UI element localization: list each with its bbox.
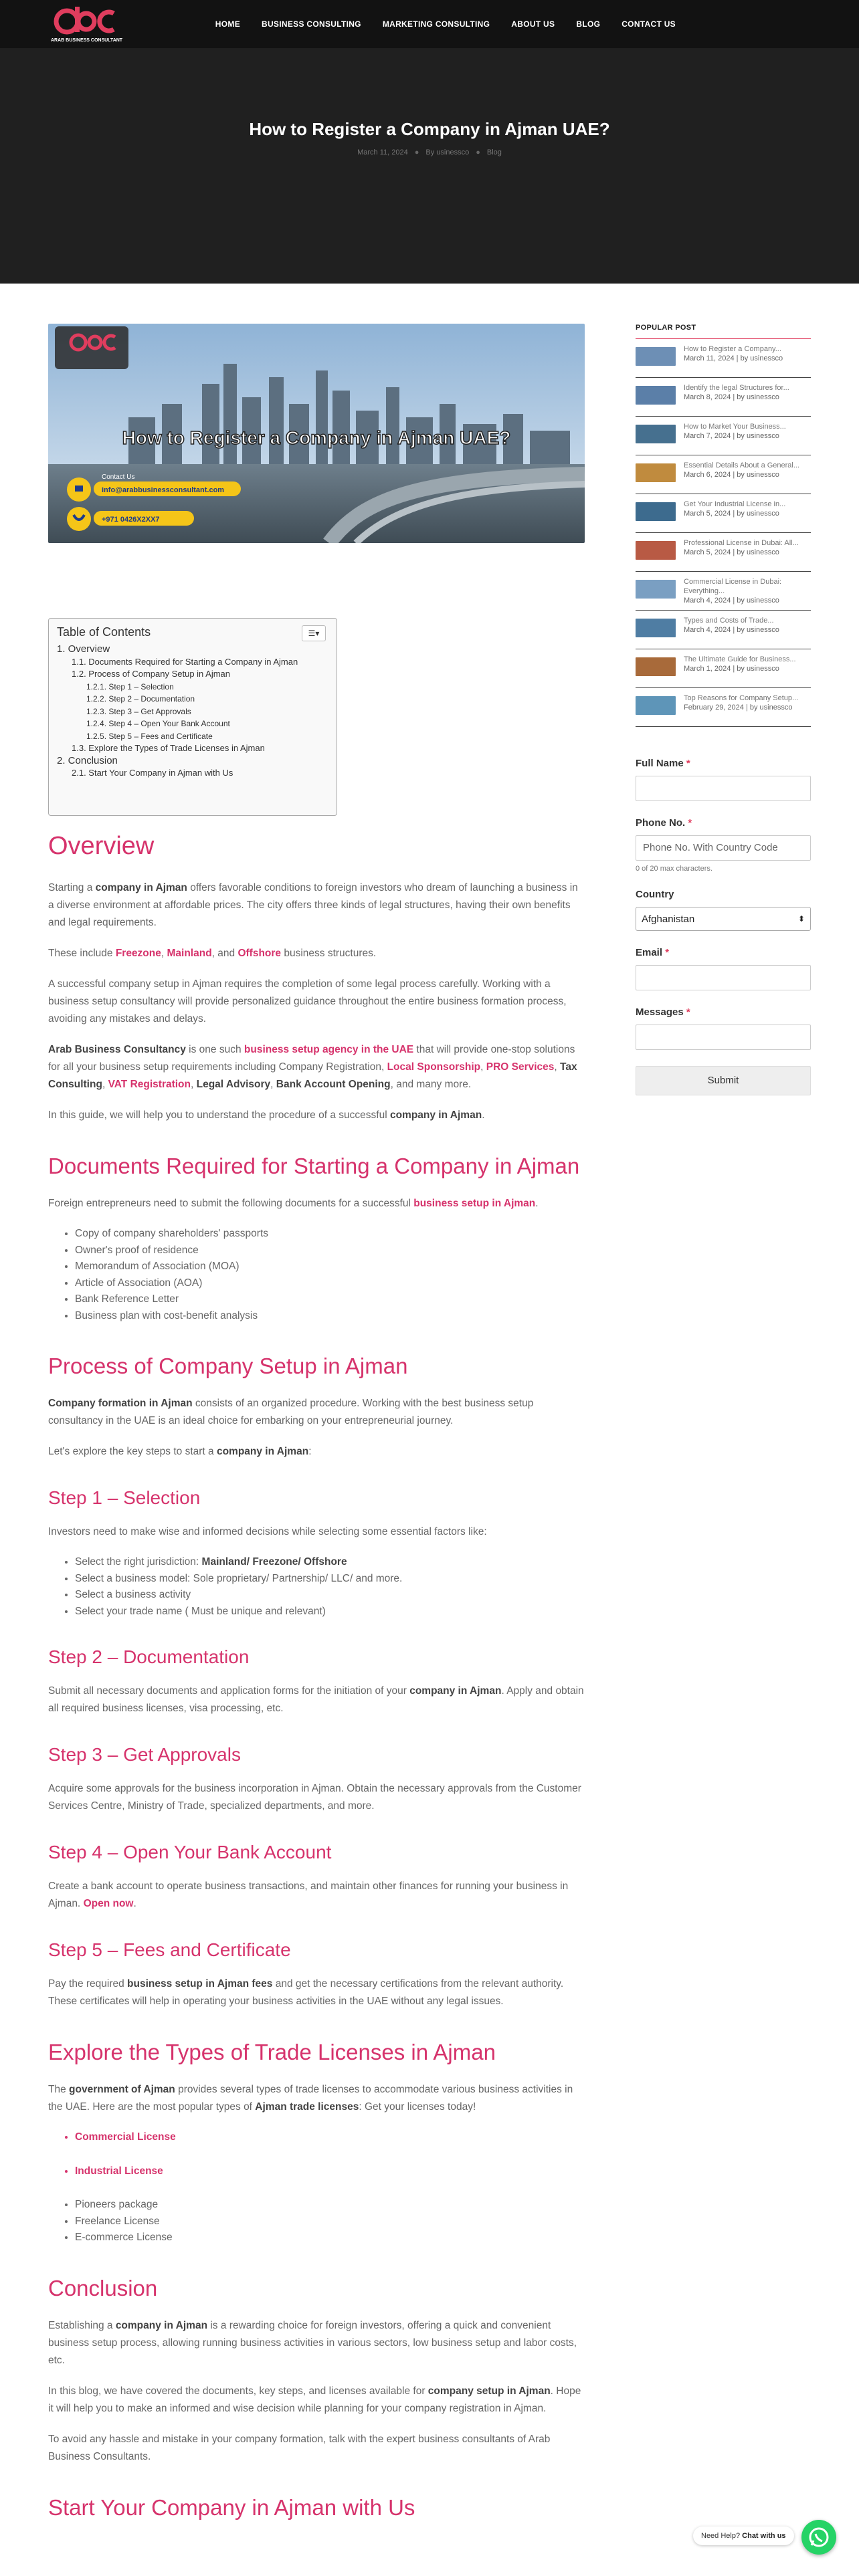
post-title[interactable]: Professional License in Dubai: All... [684, 539, 799, 547]
nav-about-us[interactable]: ABOUT US [511, 19, 555, 29]
inline-link[interactable]: Open now [83, 1898, 134, 1909]
text: business structures. [281, 948, 377, 959]
text: is a rewarding choice for foreign investors, offering a quick and convenient business setup process, allowing running business activities in various sectors, low business setup and labor costs, etc. [48, 2319, 577, 2366]
text: The [48, 2084, 70, 2095]
post-thumbnail[interactable] [636, 696, 676, 715]
selection-list [75, 1554, 585, 1620]
post-date: March 4, 2024 | by usinessco [684, 597, 779, 605]
post-thumbnail[interactable] [636, 425, 676, 443]
list-item: • Pioneers package [75, 2197, 585, 2214]
text: In this blog, we have covered the documents, key steps, and licenses available for [48, 2385, 428, 2397]
post-date: March 5, 2024 | by usinessco [684, 510, 779, 518]
featured-title: How to Register a Company in Ajman UAE? [122, 427, 511, 448]
post-date: March 5, 2024 | by usinessco [684, 548, 779, 556]
text: A successful company setup in Ajman requires the completion of some legal process carefully. Working with a business setup consultancy will provide personalized guidance throughout the entire business formation process, avoiding any mistakes and delays. [48, 978, 567, 1025]
heading-start-company: Start Your Company in Ajman with Us [48, 2494, 415, 2520]
table-of-contents [48, 618, 337, 816]
popular-post[interactable] [636, 533, 811, 572]
popular-post[interactable] [636, 572, 811, 611]
list-item[interactable]: • Commercial License [75, 2129, 585, 2146]
post-date: March 6, 2024 | by usinessco [684, 471, 779, 479]
top-navbar [0, 0, 859, 48]
text: Select the right jurisdiction: [75, 1556, 202, 1568]
post-title[interactable]: How to Market Your Business... [684, 423, 786, 431]
text: Select a business activity [75, 1589, 191, 1600]
text: provides several types of trade licenses to accommodate various business activities in the UAE. Here are the most popular types of [48, 2084, 573, 2113]
bold-text: company in Ajman [409, 1685, 502, 1697]
toc-item[interactable]: 1.2.1. Step 1 – Selection [86, 681, 174, 691]
post-thumbnail[interactable] [636, 619, 676, 637]
nav-contact-us[interactable]: CONTACT US [622, 19, 676, 29]
text: : [308, 1446, 312, 1457]
paragraph [48, 2383, 585, 2418]
popular-post[interactable] [636, 688, 811, 727]
heading-step-4: Step 4 – Open Your Bank Account [48, 1842, 332, 1862]
phone-input[interactable]: Phone No. With Country Code [636, 835, 811, 861]
post-title[interactable]: Essential Details About a General... [684, 461, 800, 469]
toc-item[interactable]: 1.2.3. Step 3 – Get Approvals [86, 706, 191, 716]
toc-item[interactable]: 1.2.2. Step 2 – Documentation [86, 694, 195, 704]
article-body [48, 832, 585, 2537]
text: , [270, 1079, 276, 1090]
list-item [75, 1571, 585, 1588]
popular-posts-title: POPULAR POST [636, 324, 811, 339]
main-nav [215, 0, 676, 48]
svg-text:Contact Us: Contact Us [102, 473, 135, 481]
text: In this guide, we will help you to understand the procedure of a successful [48, 1109, 390, 1121]
post-date: March 1, 2024 | by usinessco [684, 665, 779, 673]
inline-link[interactable]: PRO Services [486, 1061, 555, 1073]
inline-link[interactable]: Offshore [237, 948, 282, 959]
toc-list [57, 643, 328, 780]
toc-item[interactable]: 1.2.4. Step 4 – Open Your Bank Account [86, 719, 230, 728]
popular-post[interactable] [636, 417, 811, 455]
bold-text: government of Ajman [69, 2084, 175, 2095]
post-title[interactable]: How to Register a Company... [684, 345, 781, 353]
text: , [480, 1061, 486, 1073]
heading-step-2: Step 2 – Documentation [48, 1646, 250, 1667]
heading-step-5: Step 5 – Fees and Certificate [48, 1939, 291, 1960]
bold-text: Ajman trade licenses [255, 2101, 359, 2113]
post-thumbnail[interactable] [636, 580, 676, 599]
text: , [554, 1061, 561, 1073]
heading-overview: Overview [48, 832, 155, 860]
post-date: March 11, 2024 [357, 148, 408, 156]
popular-posts-list [636, 339, 811, 727]
post-thumbnail[interactable] [636, 386, 676, 405]
list-item: • Business plan with cost-benefit analysis [75, 1308, 585, 1325]
toc-toggle-button[interactable]: ☰▾ [302, 625, 326, 641]
popular-post[interactable] [636, 339, 811, 378]
bold-text: company in Ajman [115, 2319, 208, 2331]
post-title[interactable]: Get Your Industrial License in... [684, 500, 786, 508]
list-item: • Copy of company shareholders' passports [75, 1226, 585, 1243]
text: Starting a [48, 882, 96, 893]
inline-link[interactable]: Mainland [167, 948, 212, 959]
country-label: Country [636, 889, 674, 900]
heading-step-1: Step 1 – Selection [48, 1487, 201, 1508]
page-hero [0, 48, 859, 284]
paragraph [48, 1443, 585, 1461]
inline-link[interactable]: Freezone [115, 948, 161, 959]
full-name-input[interactable] [636, 776, 811, 801]
featured-licenses-list [75, 2129, 585, 2179]
post-title[interactable]: Types and Costs of Trade... [684, 617, 774, 625]
post-author[interactable]: By usinessco [425, 148, 470, 156]
whatsapp-button[interactable] [801, 2520, 836, 2555]
list-item: • Bank Reference Letter [75, 1291, 585, 1308]
paragraph [48, 2431, 585, 2466]
nav-business-consulting[interactable]: BUSINESS CONSULTING [262, 19, 361, 29]
list-item: • E-commerce License [75, 2230, 585, 2246]
heading-licenses: Explore the Types of Trade Licenses in Ajman [48, 2040, 496, 2064]
post-date: March 7, 2024 | by usinessco [684, 432, 779, 440]
text: . [482, 1109, 485, 1121]
text: . Hope it will help you to make an informed and wise decision while planning for your company registration in Ajman. [48, 2385, 581, 2414]
post-category[interactable]: Blog [486, 148, 502, 156]
featured-image [48, 324, 585, 543]
paragraph [48, 976, 585, 1028]
paragraph [48, 1683, 585, 1717]
text: Create a bank account to operate business transactions, and maintain other finances for running your business in Ajman. [48, 1881, 569, 1909]
popular-post[interactable] [636, 378, 811, 417]
paragraph [48, 1195, 585, 1212]
paragraph [48, 1041, 585, 1093]
bold-text: Bank Account Opening [276, 1079, 391, 1090]
post-thumbnail[interactable] [636, 541, 676, 560]
paragraph [48, 2317, 585, 2369]
list-item: • Memorandum of Association (MOA) [75, 1259, 585, 1275]
post-date: March 8, 2024 | by usinessco [684, 393, 779, 401]
paragraph [48, 2081, 585, 2116]
text: . Apply and obtain all required business licenses, visa processing, etc. [48, 1685, 584, 1714]
toc-item[interactable]: 1.3. Explore the Types of Trade Licenses in Ajman [72, 743, 265, 753]
text: Let's explore the key steps to start a [48, 1446, 217, 1457]
text: is one such [185, 1044, 244, 1055]
text: , and many more. [390, 1079, 472, 1090]
inline-link[interactable]: VAT Registration [108, 1079, 191, 1090]
toc-title: Table of Contents [57, 625, 151, 639]
text: , and [211, 948, 238, 959]
text: Pay the required [48, 1978, 128, 1990]
list-item [75, 1587, 585, 1604]
messages-label: Messages * [636, 1006, 690, 1018]
heading-documents: Documents Required for Starting a Company in Ajman [48, 1154, 580, 1178]
page-title: How to Register a Company in Ajman UAE? [249, 119, 610, 139]
toc-item[interactable]: 2.1. Start Your Company in Ajman with Us [72, 768, 233, 778]
svg-text:+971 0426X2XX7: +971 0426X2XX7 [102, 516, 160, 524]
post-thumbnail[interactable] [636, 347, 676, 366]
post-title[interactable]: The Ultimate Guide for Business... [684, 655, 796, 663]
post-title[interactable]: Identify the legal Structures for... [684, 384, 789, 392]
bold-text: company setup in Ajman [427, 2385, 551, 2397]
text: , [161, 948, 167, 959]
bold-text: Arab Business Consultancy [48, 1044, 186, 1055]
text: offers favorable conditions to foreign investors who dream of launching a business in a diverse environment at affordable prices. The city offers three kinds of legal structures, having their own benefits and legal requirements. [48, 882, 578, 928]
messages-input[interactable] [636, 1025, 811, 1050]
inline-link[interactable]: Local Sponsorship [387, 1061, 481, 1073]
toc-item[interactable]: 1.2.5. Step 5 – Fees and Certificate [86, 731, 213, 741]
paragraph [48, 879, 585, 932]
text: Acquire some approvals for the business incorporation in Ajman. Obtain the necessary approvals from the Customer Services Centre, Ministry of Trade, specialized departments, and more. [48, 1783, 581, 1812]
list-item: • Owner's proof of residence [75, 1243, 585, 1259]
list-item: • Article of Association (AOA) [75, 1275, 585, 1292]
text: Select a business model: Sole proprietary/ Partnership/ LLC/ and more. [75, 1572, 403, 1584]
country-select[interactable]: Afghanistan ⬍ [636, 907, 811, 931]
post-thumbnail[interactable] [636, 502, 676, 521]
brand-logo[interactable] [48, 4, 123, 44]
bold-text: Tax Consulting [48, 1061, 577, 1090]
text: that will provide one-stop solutions for all your business setup requirements including Company Registration, [48, 1044, 575, 1073]
toc-item[interactable]: 1.2. Process of Company Setup in Ajman [72, 669, 231, 679]
whatsapp-icon [801, 2520, 836, 2555]
post-date: March 4, 2024 | by usinessco [684, 626, 779, 634]
chevron-down-icon: ⬍ [797, 914, 805, 924]
text: Select your trade name ( Must be unique and relevant) [75, 1605, 326, 1617]
text: , [102, 1079, 108, 1090]
text: Investors need to make wise and informed decisions while selecting some essential factors like: [48, 1526, 487, 1537]
text: and get the necessary certifications from the relevant authority. These certificates will help in operating your business activities in the UAE without any legal issues. [48, 1978, 564, 2007]
bold-text: company in Ajman [389, 1109, 482, 1121]
full-name-label: Full Name * [636, 758, 690, 769]
paragraph [48, 1107, 585, 1124]
paragraph [48, 1395, 585, 1430]
text: . [133, 1898, 136, 1909]
licenses-list [75, 2197, 585, 2246]
sidebar [636, 324, 811, 1095]
bold-text: Legal Advisory [196, 1079, 271, 1090]
list-item [75, 1604, 585, 1620]
phone-label: Phone No. * [636, 817, 692, 829]
list-item: • Freelance License [75, 2214, 585, 2230]
popular-post[interactable] [636, 455, 811, 494]
post-date: February 29, 2024 | by usinessco [684, 704, 793, 712]
inline-link[interactable]: business setup agency in the UAE [244, 1044, 414, 1055]
submit-button[interactable]: Submit [636, 1066, 811, 1095]
nav-blog[interactable]: BLOG [576, 19, 601, 29]
text: : Get your licenses today! [359, 2101, 476, 2113]
bold-text: company in Ajman [95, 882, 187, 893]
post-title[interactable]: Top Reasons for Company Setup... [684, 694, 799, 702]
nav-home[interactable]: HOME [215, 19, 240, 29]
text: consists of an organized procedure. Working with the best business setup consultancy in the UAE is an ideal choice for embarking on your entrepreneurial journey. [48, 1398, 534, 1426]
text: , [191, 1079, 197, 1090]
popular-post[interactable] [636, 649, 811, 688]
text: To avoid any hassle and mistake in your company formation, talk with the expert business consultants of Arab Business Consultants. [48, 2433, 551, 2462]
documents-list [75, 1226, 585, 1324]
toc-item[interactable]: 1. Overview [57, 643, 110, 655]
toc-item[interactable]: 2. Conclusion [57, 754, 118, 766]
paragraph [48, 1878, 585, 1913]
bold-text: Company formation in Ajman [48, 1398, 193, 1409]
list-item [75, 1554, 585, 1571]
paragraph [48, 1780, 585, 1815]
phone-hint: 0 of 20 max characters. [636, 865, 712, 873]
bold-text: business setup in Ajman fees [127, 1978, 273, 1990]
bold-text: Mainland/ Freezone/ Offshore [201, 1556, 347, 1568]
post-thumbnail[interactable] [636, 463, 676, 482]
text: Submit all necessary documents and application forms for the initiation of your [48, 1685, 410, 1697]
popular-post[interactable] [636, 611, 811, 649]
email-input[interactable] [636, 965, 811, 990]
toc-item[interactable]: 1.1. Documents Required for Starting a Company in Ajman [72, 656, 298, 667]
email-label: Email * [636, 947, 670, 958]
bold-text: company in Ajman [216, 1446, 309, 1457]
heading-step-3: Step 3 – Get Approvals [48, 1744, 241, 1765]
svg-text:info@arabbusinessconsultant.co: info@arabbusinessconsultant.com [102, 486, 225, 494]
heading-conclusion: Conclusion [48, 2275, 158, 2300]
contact-form [636, 758, 811, 1095]
popular-post[interactable] [636, 494, 811, 533]
main-content [48, 324, 585, 2520]
post-meta: March 11, 2024 ● By usinessco ● Blog [357, 148, 502, 156]
post-date: March 11, 2024 | by usinessco [684, 354, 783, 362]
paragraph [48, 1975, 585, 2010]
post-title[interactable]: Commercial License in Dubai: Everything... [684, 578, 782, 595]
text: These include [48, 948, 116, 959]
text: Establishing a [48, 2319, 116, 2331]
paragraph [48, 945, 585, 962]
inline-link[interactable]: business setup in Ajman [413, 1198, 536, 1209]
list-item[interactable]: • Industrial License [75, 2163, 585, 2180]
nav-marketing-consulting[interactable]: MARKETING CONSULTING [382, 19, 490, 29]
text: Foreign entrepreneurs need to submit the following documents for a successful [48, 1198, 414, 1209]
heading-process: Process of Company Setup in Ajman [48, 1354, 408, 1378]
text: . [535, 1198, 539, 1209]
post-thumbnail[interactable] [636, 657, 676, 676]
paragraph [48, 1523, 585, 1541]
need-help-chip[interactable]: Need Help? Chat with us [693, 2527, 794, 2545]
svg-text:ARAB BUSINESS CONSULTANT: ARAB BUSINESS CONSULTANT [51, 38, 123, 43]
